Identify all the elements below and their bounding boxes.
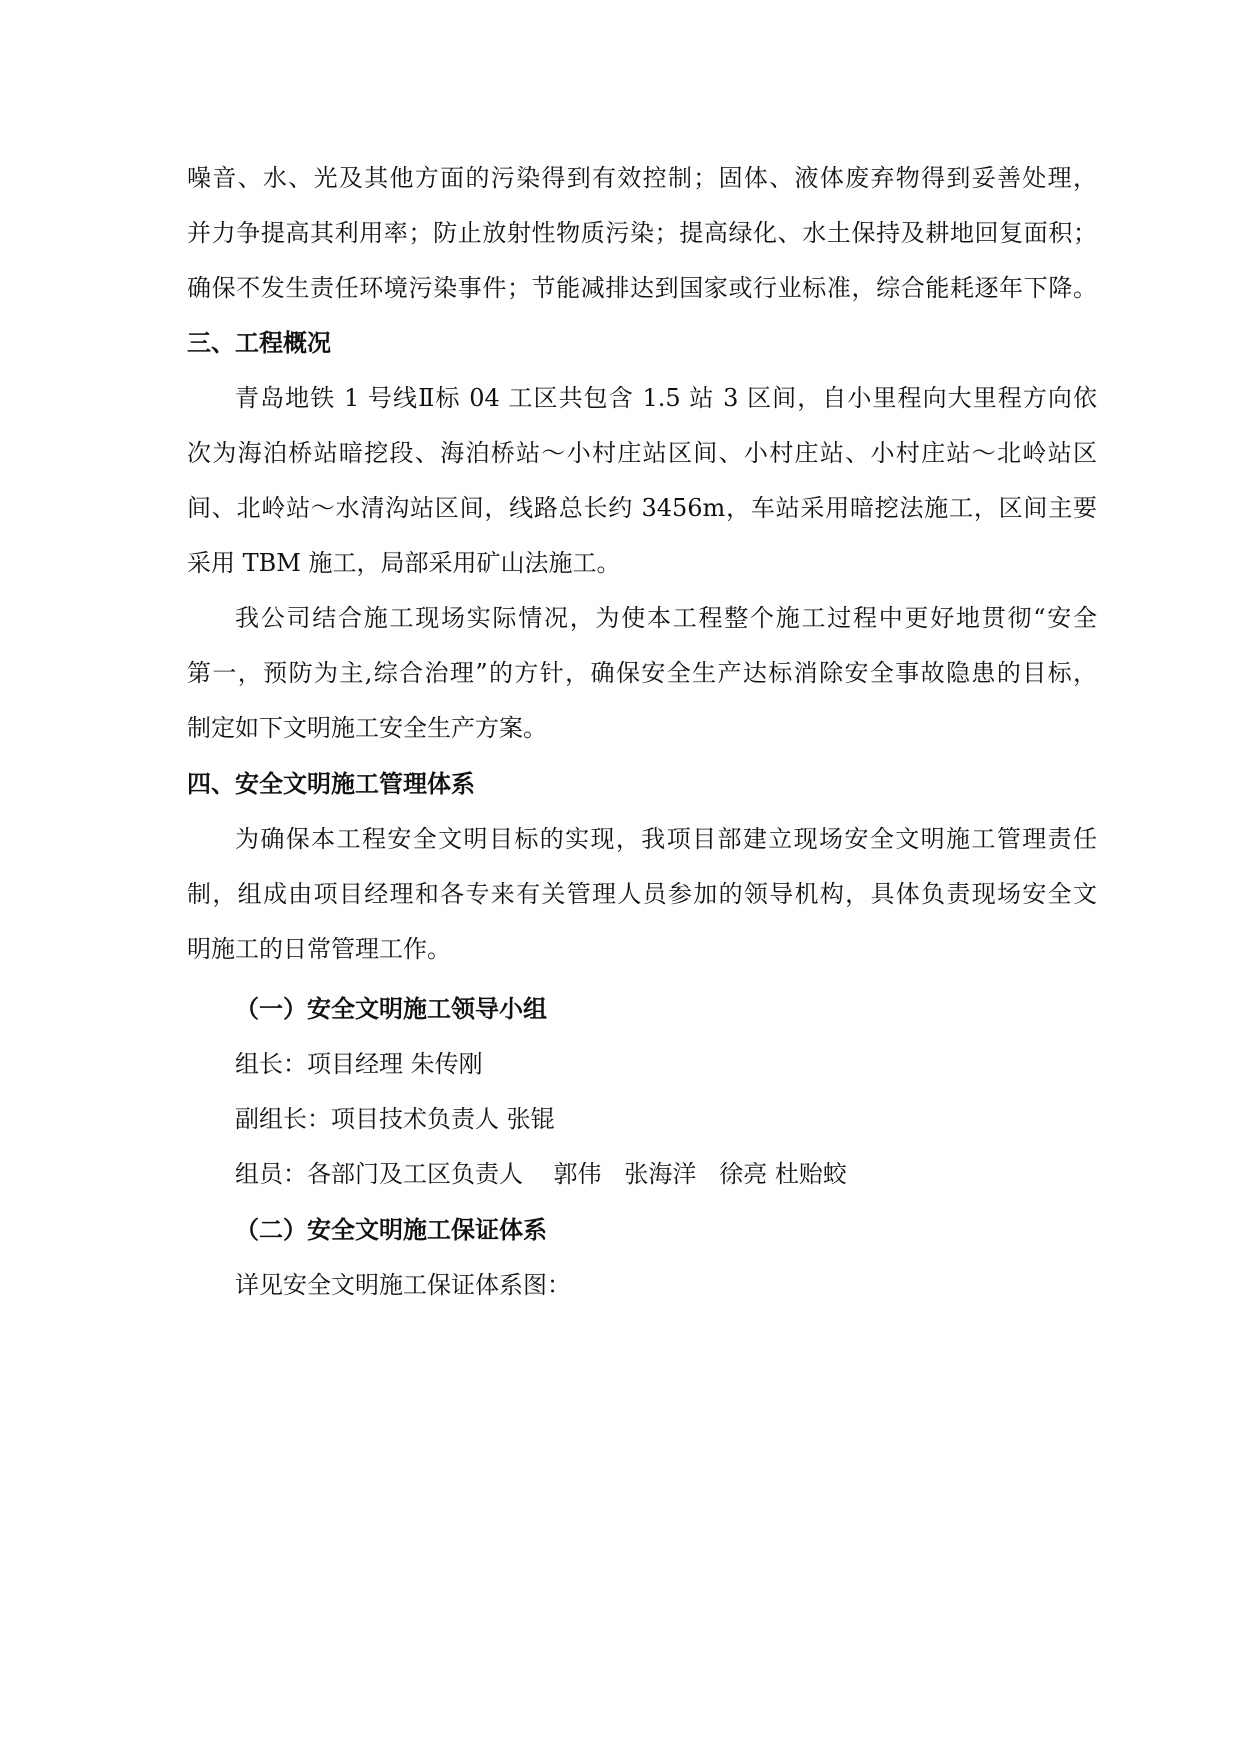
- s3-p2-line-1: 我公司结合施工现场实际情况，为使本工程整个施工过程中更好地贯彻“安全: [235, 604, 1097, 632]
- guarantee-system-text: 详见安全文明施工保证体系图：: [235, 1271, 571, 1299]
- intro-line-2: 并力争提高其利用率；防止放射性物质污染；提高绿化、水土保持及耕地回复面积；: [187, 219, 1097, 247]
- s4-p1-line-2: 制，组成由项目经理和各专来有关管理人员参加的领导机构，具体负责现场安全文: [187, 880, 1097, 908]
- group-members: 组员：各部门及工区负责人 郭伟 张海洋 徐亮 杜贻蛟: [235, 1160, 847, 1188]
- s3-p1-line-1: 青岛地铁 1 号线Ⅱ标 04 工区共包含 1.5 站 3 区间，自小里程向大里程方向依: [235, 384, 1097, 412]
- s3-p1-line-3: 间、北岭站～水清沟站区间，线路总长约 3456m，车站采用暗挖法施工，区间主要: [187, 494, 1097, 522]
- s4-p1-line-3: 明施工的日常管理工作。: [187, 935, 451, 963]
- group-deputy: 副组长：项目技术负责人 张锟: [235, 1105, 555, 1133]
- intro-line-3: 确保不发生责任环境污染事件；节能减排达到国家或行业标准，综合能耗逐年下降。: [187, 274, 1097, 302]
- s3-p2-line-2: 第一，预防为主,综合治理”的方针，确保安全生产达标消除安全事故隐患的目标，: [187, 659, 1097, 687]
- subsection-1-heading: （一）安全文明施工领导小组: [235, 995, 547, 1023]
- s4-p1-line-1: 为确保本工程安全文明目标的实现，我项目部建立现场安全文明施工管理责任: [235, 825, 1097, 853]
- group-leader: 组长：项目经理 朱传刚: [235, 1050, 483, 1078]
- s3-p1-line-2: 次为海泊桥站暗挖段、海泊桥站～小村庄站区间、小村庄站、小村庄站～北岭站区: [187, 439, 1097, 467]
- s3-p2-line-3: 制定如下文明施工安全生产方案。: [187, 714, 547, 742]
- s3-p1-line-4: 采用 TBM 施工，局部采用矿山法施工。: [187, 549, 621, 577]
- section-3-heading: 三、工程概况: [187, 329, 331, 357]
- subsection-2-heading: （二）安全文明施工保证体系: [235, 1216, 547, 1244]
- intro-line-1: 噪音、水、光及其他方面的污染得到有效控制；固体、液体废弃物得到妥善处理，: [187, 164, 1097, 192]
- section-4-heading: 四、安全文明施工管理体系: [187, 770, 475, 798]
